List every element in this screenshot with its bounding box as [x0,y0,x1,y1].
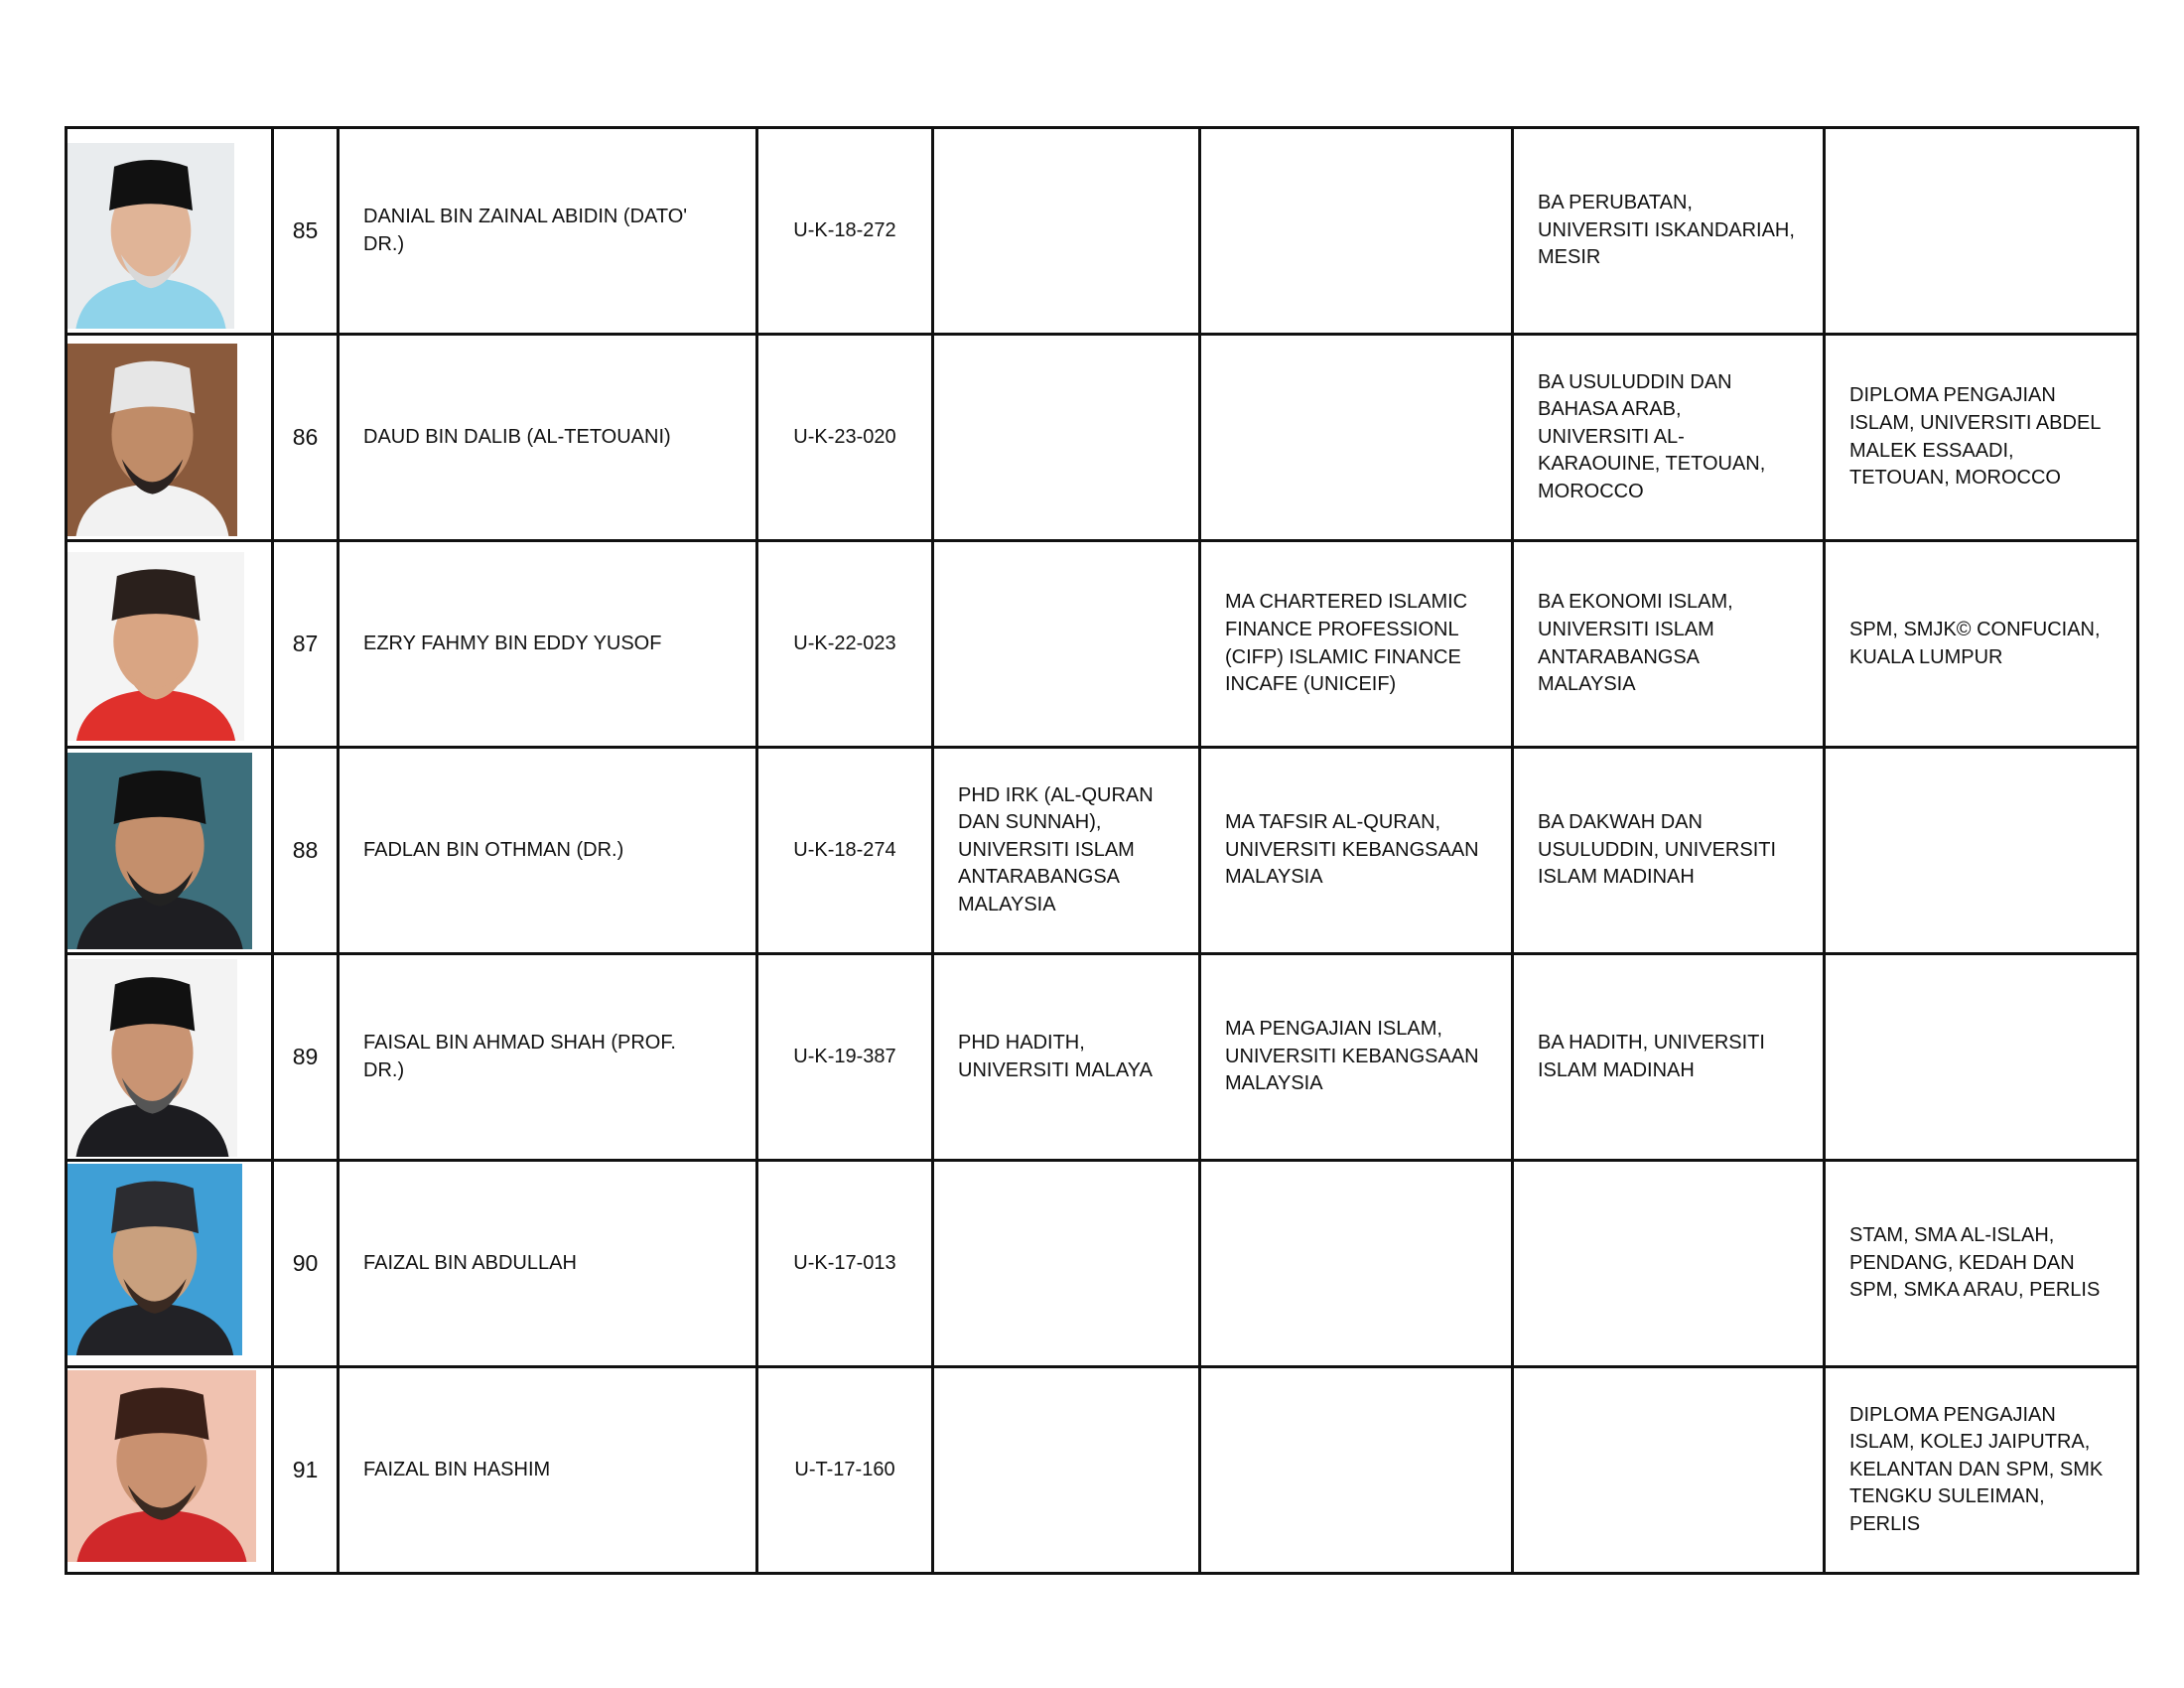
masters-cell [1201,749,1514,955]
name-cell [340,955,758,1162]
portrait-photo [68,1164,242,1355]
registration-id [758,542,934,749]
portrait-photo [68,143,234,329]
row-number [274,955,340,1162]
bachelor-cell-text: BA PERUBATAN, UNIVERSITI ISKANDARIAH, MESIR [1538,192,1795,269]
registration-id-text: U-K-17-013 [793,1251,896,1274]
row-number-text: 90 [292,1249,319,1276]
other-qualification-cell-text: STAM, SMA AL-ISLAH, PENDANG, KEDAH DAN SPM, SMKA ARAU, PERLIS [1849,1224,2101,1302]
photo-cell [68,129,274,336]
other-qualification-cell [1826,129,2139,336]
other-qualification-cell [1826,1162,2139,1368]
registration-id-text: U-K-19-387 [793,1045,896,1067]
bachelor-cell-text: BA DAKWAH DAN USULUDDIN, UNIVERSITI ISLAM MADINAH [1538,811,1777,889]
masters-cell [1201,955,1514,1162]
phd-cell [934,1368,1201,1575]
photo-cell [68,955,274,1162]
photo-cell [68,336,274,542]
registration-id-text: U-K-18-272 [793,218,896,241]
phd-cell [934,749,1201,955]
phd-cell-text: PHD IRK (AL-QURAN DAN SUNNAH), UNIVERSITI ISLAM ANTARABANGSA MALAYSIA [958,783,1154,915]
row-number-text: 89 [292,1043,319,1069]
masters-cell [1201,542,1514,749]
row-number [274,749,340,955]
name-cell [340,336,758,542]
bachelor-cell [1514,955,1826,1162]
bachelor-cell [1514,336,1826,542]
registration-id-text: U-K-23-020 [793,425,896,448]
row-number-text: 87 [292,630,319,656]
registration-id-text: U-K-22-023 [793,632,896,654]
name-cell [340,129,758,336]
other-qualification-cell [1826,1368,2139,1575]
registration-id [758,1162,934,1368]
bachelor-cell [1514,1162,1826,1368]
masters-cell [1201,129,1514,336]
row-number [274,1368,340,1575]
other-qualification-cell-text: DIPLOMA PENGAJIAN ISLAM, UNIVERSITI ABDEL MALEK ESSAADI, TETOUAN, MOROCCO [1849,384,2102,490]
bachelor-cell [1514,749,1826,955]
bachelor-cell [1514,1368,1826,1575]
phd-cell-text: PHD HADITH, UNIVERSITI MALAYA [958,1031,1153,1081]
portrait-photo [68,552,244,741]
registration-id [758,336,934,542]
row-number [274,129,340,336]
bachelor-cell-text: BA EKONOMI ISLAM, UNIVERSITI ISLAM ANTARABANGSA MALAYSIA [1538,591,1733,696]
bachelor-cell-text: BA HADITH, UNIVERSITI ISLAM MADINAH [1538,1031,1765,1081]
other-qualification-cell [1826,542,2139,749]
name-cell-text: FAIZAL BIN ABDULLAH [363,1251,577,1274]
other-qualification-cell [1826,955,2139,1162]
photo-cell [68,1368,274,1575]
photo-cell [68,749,274,955]
portrait-photo [68,344,237,536]
phd-cell [934,542,1201,749]
row-number-text: 91 [292,1456,319,1482]
masters-cell-text: MA CHARTERED ISLAMIC FINANCE PROFESSIONL (CIFP) ISLAMIC FINANCE INCAFE (UNICEIF) [1225,591,1468,696]
name-cell-text: DAUD BIN DALIB (AL-TETOUANI) [363,425,671,448]
masters-cell [1201,1162,1514,1368]
portrait-photo [68,1370,256,1562]
masters-cell-text: MA TAFSIR AL-QURAN, UNIVERSITI KEBANGSAAN MALAYSIA [1225,811,1479,889]
phd-cell [934,955,1201,1162]
row-number-text: 86 [292,423,319,450]
other-qualification-cell-text: SPM, SMJK© CONFUCIAN, KUALA LUMPUR [1849,618,2101,668]
bachelor-cell [1514,129,1826,336]
other-qualification-cell-text: DIPLOMA PENGAJIAN ISLAM, KOLEJ JAIPUTRA, KELANTAN DAN SPM, SMK TENGKU SULEIMAN, PERLIS [1849,1403,2104,1535]
phd-cell [934,336,1201,542]
masters-cell [1201,336,1514,542]
name-cell [340,1162,758,1368]
portrait-photo [68,753,252,949]
portrait-photo [68,959,237,1157]
bachelor-cell-text: BA USULUDDIN DAN BAHASA ARAB, UNIVERSITI AL- KARAOUINE, TETOUAN, MOROCCO [1538,370,1766,502]
phd-cell [934,129,1201,336]
name-cell-text: FAISAL BIN AHMAD SHAH (PROF. DR.) [363,1031,676,1081]
registration-id [758,955,934,1162]
row-number-text: 85 [292,216,319,243]
name-cell-text: DANIAL BIN ZAINAL ABIDIN (DATO' DR.) [363,205,688,255]
registration-id [758,1368,934,1575]
registration-id-text: U-K-18-274 [793,838,896,861]
name-cell-text: FADLAN BIN OTHMAN (DR.) [363,838,624,861]
registration-id [758,129,934,336]
bachelor-cell [1514,542,1826,749]
row-number [274,542,340,749]
name-cell [340,749,758,955]
masters-cell [1201,1368,1514,1575]
masters-cell-text: MA PENGAJIAN ISLAM, UNIVERSITI KEBANGSAAN MALAYSIA [1225,1018,1479,1095]
registration-id [758,749,934,955]
name-cell [340,1368,758,1575]
photo-cell [68,542,274,749]
registration-id-text: U-T-17-160 [794,1458,895,1480]
other-qualification-cell [1826,336,2139,542]
name-cell-text: EZRY FAHMY BIN EDDY YUSOF [363,632,662,654]
staff-table [65,126,2139,1575]
row-number [274,336,340,542]
phd-cell [934,1162,1201,1368]
row-number-text: 88 [292,836,319,863]
photo-cell [68,1162,274,1368]
name-cell-text: FAIZAL BIN HASHIM [363,1458,551,1480]
other-qualification-cell [1826,749,2139,955]
name-cell [340,542,758,749]
row-number [274,1162,340,1368]
